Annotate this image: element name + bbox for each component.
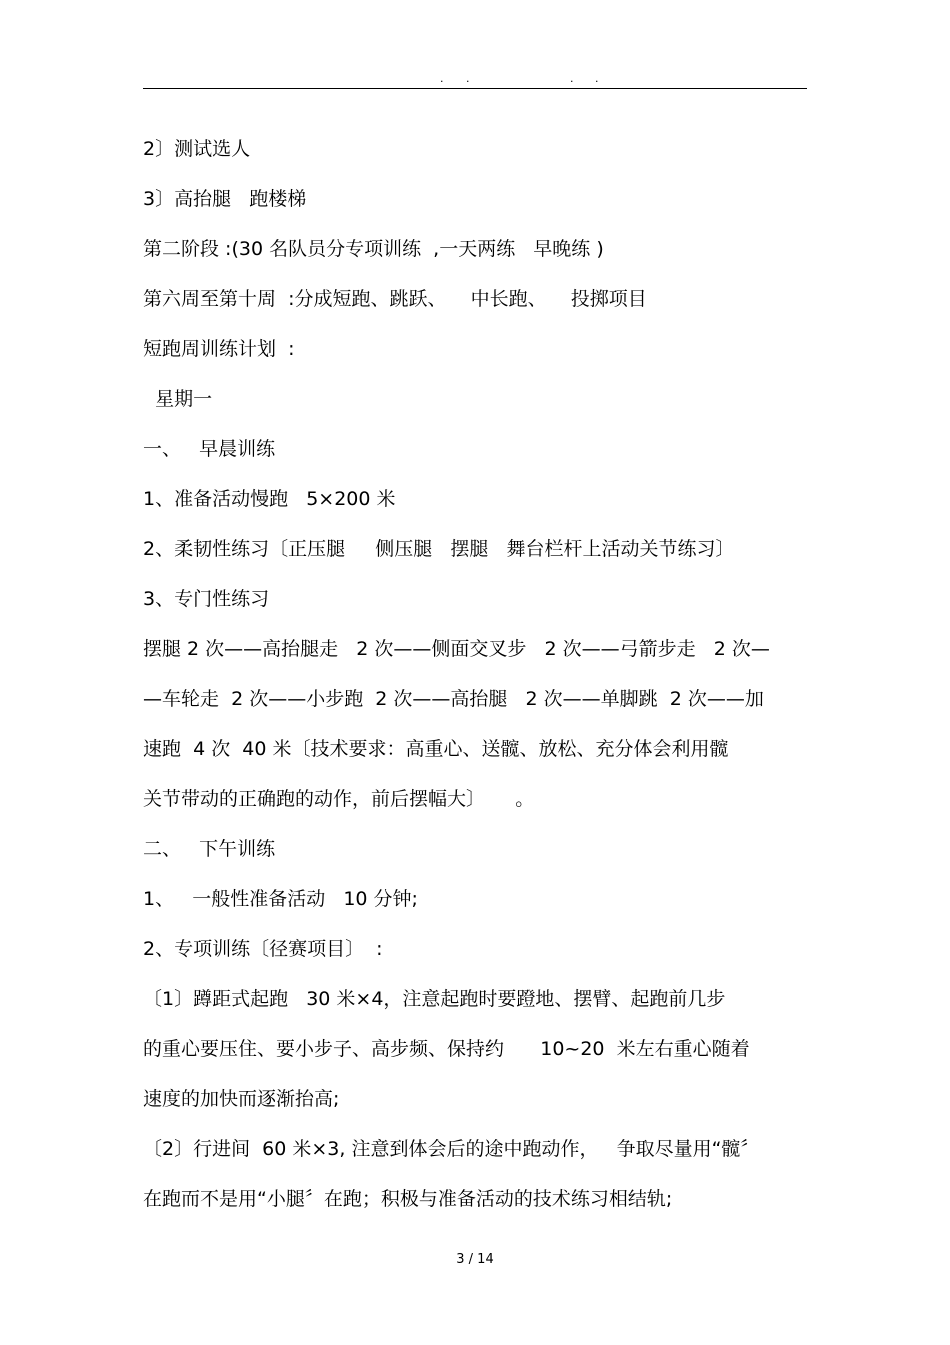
body-line: 的重心要压住、要小步子、高步频、保持约 10~20 米左右重心随着 (143, 1038, 750, 1060)
body-line: 2、专项训练〔径赛项目〕 : (143, 938, 383, 960)
body-line: 第六周至第十周 :分成短跑、跳跃、 中长跑、 投掷项目 (143, 288, 647, 310)
body-line: 星期一 (143, 388, 213, 410)
body-line: 速跑 4 次 40 米〔技术要求：高重心、送髋、放松、充分体会利用髋 (143, 738, 729, 760)
body-line: 2〕测试选人 (143, 138, 251, 160)
header-dot: . (466, 72, 470, 85)
body-line: 二、 下午训练 (143, 838, 276, 860)
header-dot: . (440, 72, 444, 85)
body-line: 速度的加快而逐渐抬高; (143, 1088, 340, 1110)
body-line: 第二阶段 :(30 名队员分专项训练 ,一天两练 早晚练 ) (143, 238, 604, 260)
body-line: 〔1〕蹲距式起跑 30 米×4，注意起跑时要蹬地、摆臂、起跑前几步 (143, 988, 726, 1010)
header-rule (143, 88, 807, 89)
body-line: 〔2〕行进间 60 米×3, 注意到体会后的途中跑动作， 争取尽量用“髋〞 (143, 1138, 760, 1160)
body-line: 摆腿 2 次——高抬腿走 2 次——侧面交叉步 2 次——弓箭步走 2 次— (143, 638, 770, 660)
body-line: 一、 早晨训练 (143, 438, 276, 460)
page-number: 3 / 14 (456, 1252, 494, 1267)
body-line: 3、专门性练习 (143, 588, 270, 610)
body-line: 1、 一般性准备活动 10 分钟; (143, 888, 418, 910)
header-dot: . (570, 72, 574, 85)
header-dot: . (595, 72, 599, 85)
body-line: —车轮走 2 次——小步跑 2 次——高抬腿 2 次——单脚跳 2 次——加 (143, 688, 764, 710)
body-line: 2、柔韧性练习〔正压腿 侧压腿 摆腿 舞台栏杆上活动关节练习〕 (143, 538, 735, 560)
body-line: 短跑周训练计划 : (143, 338, 295, 360)
body-line: 3〕高抬腿 跑楼梯 (143, 188, 307, 210)
page-header-dots (0, 72, 950, 86)
body-line: 在跑而不是用“小腿〞在跑；积极与准备活动的技术练习相结轨; (143, 1188, 673, 1210)
document-body (143, 124, 808, 1224)
body-line: 1、准备活动慢跑 5×200 米 (143, 488, 396, 510)
body-line: 关节带动的正确跑的动作，前后摆幅大〕 。 (143, 788, 535, 810)
